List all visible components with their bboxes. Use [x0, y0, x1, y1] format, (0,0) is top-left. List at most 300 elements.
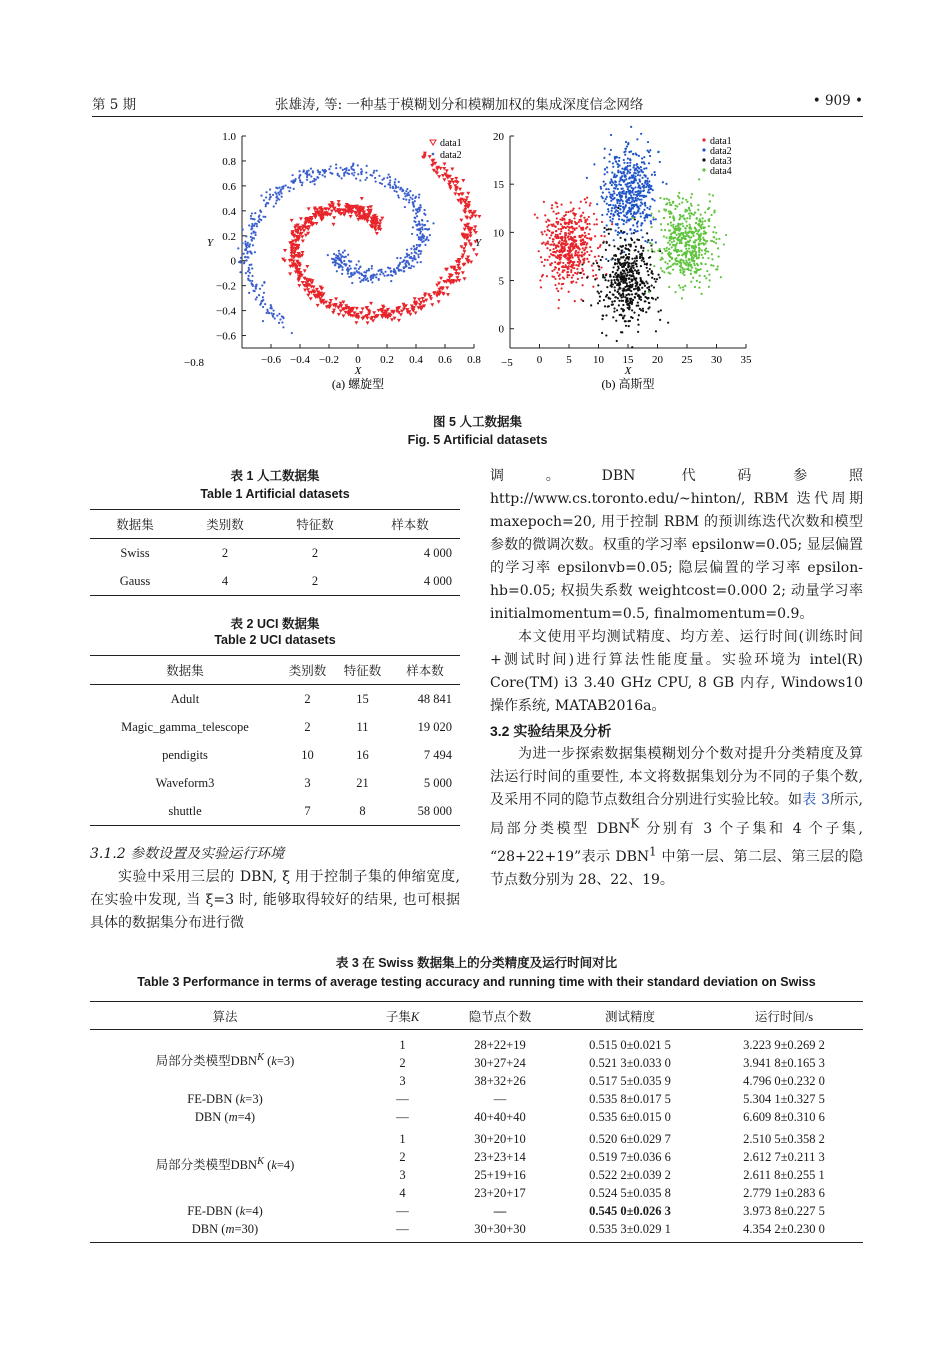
data1-point	[586, 197, 588, 199]
data3-point	[613, 279, 615, 281]
data3-point	[636, 260, 638, 262]
data3-point	[628, 253, 630, 255]
data2-point	[642, 195, 644, 197]
data3-point	[620, 272, 622, 274]
data2-point	[620, 212, 622, 214]
data3-point	[594, 278, 596, 280]
data2-point	[411, 265, 413, 267]
data2-point	[400, 257, 402, 259]
data1-point	[573, 264, 575, 266]
data1-point	[553, 269, 555, 271]
data2-point	[413, 258, 415, 260]
column-header: 样本数	[390, 656, 460, 685]
table-cell: 0.535 3±0.029 1	[555, 1220, 705, 1243]
data4-point	[705, 247, 707, 249]
data2-point	[624, 215, 626, 217]
data1-point	[562, 271, 564, 273]
figure-caption-cn: 图 5 人工数据集	[433, 415, 522, 429]
data2-point	[626, 162, 628, 164]
data3-point	[612, 271, 614, 273]
data1-point	[421, 297, 425, 301]
data2-point	[335, 254, 337, 256]
data1-point	[583, 258, 585, 260]
data2-point	[648, 208, 650, 210]
data2-point	[245, 235, 247, 237]
data3-point	[603, 299, 605, 301]
data2-point	[254, 231, 256, 233]
data2-point	[646, 207, 648, 209]
data1-point	[551, 231, 553, 233]
data1-point	[428, 155, 432, 159]
data4-point	[686, 217, 688, 219]
paragraph-code: 调。DBN 代码参照 http://www.cs.toronto.edu/~hinton/, RBM 迭代周期 maxepoch=20, 用于控制 RBM 的预训练迭代次数和模型参数的微调次数。权重的学习率 epsilonw=0.05; 显层偏置的学习率 epsilonvb=0.05; 隐层偏置的学习率 epsilon-hb=0.05; 权损失系数 weightcost=0.000 2; 动量学习率 initialmomentum=0.5, finalmomentum=0.9。	[490, 468, 863, 622]
data2-point	[350, 267, 352, 269]
y-tick-label: 0.4	[222, 205, 236, 218]
data1-point	[547, 219, 549, 221]
data2-point	[626, 172, 628, 174]
data4-point	[685, 227, 687, 229]
data1-point	[454, 177, 458, 181]
data2-point	[252, 244, 254, 246]
data4-point	[685, 220, 687, 222]
data2-point	[333, 259, 335, 261]
legend-marker-data2	[432, 153, 435, 156]
data2-point	[636, 225, 638, 227]
data1-point	[553, 248, 555, 250]
data2-point	[632, 197, 634, 199]
data2-point	[359, 179, 361, 181]
table-cell: 2	[311, 545, 319, 560]
data3-point	[641, 259, 643, 261]
data2-point	[375, 276, 377, 278]
data4-point	[670, 204, 672, 206]
data4-point	[689, 217, 691, 219]
data1-point	[540, 256, 542, 258]
data2-point	[278, 198, 280, 200]
data2-point	[255, 284, 257, 286]
data2-point	[382, 273, 384, 275]
data3-point	[627, 266, 629, 268]
data1-point	[553, 251, 555, 253]
data2-point	[244, 256, 246, 258]
data4-point	[715, 238, 717, 240]
data1-point	[557, 254, 559, 256]
data2-point	[394, 181, 396, 183]
data1-point	[560, 250, 562, 252]
data2-point	[381, 271, 383, 273]
y-tick-label: 0.6	[222, 180, 236, 193]
data4-point	[682, 289, 684, 291]
data3-point	[604, 279, 606, 281]
table-row	[90, 1030, 863, 1055]
data4-point	[666, 198, 668, 200]
data1-point	[584, 219, 586, 221]
data3-point	[653, 278, 655, 280]
data3-point	[599, 300, 601, 302]
data1-point	[306, 228, 310, 232]
data4-point	[708, 225, 710, 227]
data3-point	[615, 255, 617, 257]
data1-point	[303, 269, 307, 273]
data2-point	[640, 201, 642, 203]
data4-point	[691, 253, 693, 255]
data3-point	[613, 307, 615, 309]
data3-point	[607, 260, 609, 262]
data2-point	[261, 284, 263, 286]
data3-point	[613, 310, 615, 312]
data1-point	[390, 318, 394, 322]
data2-point	[363, 271, 365, 273]
data2-point	[371, 281, 373, 283]
x-tick-label: 0.2	[380, 354, 394, 366]
data3-point	[630, 316, 632, 318]
table-cell: 3	[304, 775, 311, 790]
data4-point	[702, 221, 704, 223]
data2-point	[639, 174, 641, 176]
left-column-text	[90, 843, 460, 935]
data1-point	[342, 213, 346, 217]
data3-point	[624, 239, 626, 241]
data4-point	[652, 216, 654, 218]
data2-point	[243, 262, 245, 264]
data3-point	[643, 260, 645, 262]
data2-point	[603, 200, 605, 202]
data1-point	[417, 298, 421, 302]
data1-point	[558, 299, 560, 301]
data3-point	[641, 252, 643, 254]
data1-point	[589, 228, 591, 230]
data2-point	[638, 184, 640, 186]
data1-point	[575, 281, 577, 283]
data4-point	[681, 238, 683, 240]
data2-point	[623, 223, 625, 225]
data1-point	[582, 270, 584, 272]
data3-point	[620, 256, 622, 258]
data2-point	[366, 165, 368, 167]
data2-point	[249, 264, 251, 266]
data2-point	[372, 277, 374, 279]
table-cell: 4	[399, 1185, 406, 1200]
data1-point	[590, 250, 592, 252]
data1-point	[593, 223, 595, 225]
data4-point	[675, 228, 677, 230]
data2-point	[254, 234, 256, 236]
legend-marker-data2	[702, 148, 705, 151]
data3-point	[619, 314, 621, 316]
data3-point	[611, 304, 613, 306]
data3-point	[618, 288, 620, 290]
data1-point	[439, 277, 443, 281]
data2-point	[258, 294, 260, 296]
data1-point	[442, 293, 446, 297]
data1-point	[568, 229, 570, 231]
data2-point	[242, 228, 244, 230]
data1-point	[560, 223, 562, 225]
table-cell: 3.941 8±0.165 3	[743, 1055, 825, 1070]
data2-point	[625, 196, 627, 198]
data1-point	[330, 209, 334, 213]
data2-point	[613, 190, 615, 192]
data2-point	[632, 215, 634, 217]
table-cell: 30+20+10	[474, 1131, 526, 1146]
data2-point	[614, 180, 616, 182]
data2-point	[418, 194, 420, 196]
data2-point	[319, 173, 321, 175]
data3-point	[633, 241, 635, 243]
data1-point	[560, 237, 562, 239]
data4-point	[714, 226, 716, 228]
data3-point	[646, 263, 648, 265]
data2-point	[424, 214, 426, 216]
data2-point	[653, 199, 655, 201]
data1-point	[313, 216, 317, 220]
x-axis-label: X	[354, 365, 362, 377]
table-cell: 5.304 1±0.327 5	[743, 1091, 825, 1106]
data1-point	[565, 214, 567, 216]
data3-point	[604, 277, 606, 279]
data2-point	[628, 199, 630, 201]
data2-point	[639, 212, 641, 214]
data2-point	[621, 175, 623, 177]
data1-point	[463, 228, 467, 232]
table-row	[90, 797, 460, 826]
data3-point	[618, 293, 620, 295]
data4-point	[660, 229, 662, 231]
data1-point	[580, 219, 582, 221]
data2-point	[365, 275, 367, 277]
data1-point	[303, 288, 307, 292]
data1-point	[563, 218, 565, 220]
data3-point	[601, 318, 603, 320]
data2-point	[631, 174, 633, 176]
data2-point	[633, 193, 635, 195]
data2-point	[259, 304, 261, 306]
data3-point	[607, 296, 609, 298]
data1-point	[582, 234, 584, 236]
data2-point	[626, 145, 628, 147]
data2-point	[239, 271, 241, 273]
data2-point	[280, 189, 282, 191]
data2-point	[617, 188, 619, 190]
data1-point	[548, 224, 550, 226]
data2-point	[330, 165, 332, 167]
data2-point	[332, 261, 334, 263]
data2-point	[631, 191, 633, 193]
data3-point	[620, 314, 622, 316]
data2-point	[429, 234, 431, 236]
data2-point	[290, 180, 292, 182]
data1-point	[541, 243, 543, 245]
x-tick-label: −0.4	[290, 354, 310, 366]
data4-point	[685, 232, 687, 234]
data2-point	[254, 251, 256, 253]
data3-point	[610, 285, 612, 287]
data3-point	[631, 265, 633, 267]
data3-point	[608, 305, 610, 307]
data2-point	[269, 194, 271, 196]
table-cell: 2	[399, 1149, 406, 1164]
data2-point	[378, 175, 380, 177]
data1-point	[445, 169, 449, 173]
y-tick-label: 10	[493, 227, 504, 240]
data2-point	[301, 182, 303, 184]
data3-point	[642, 282, 644, 284]
data4-point	[670, 211, 672, 213]
data4-point	[685, 238, 687, 240]
data2-point	[627, 158, 629, 160]
data4-point	[696, 233, 698, 235]
data2-point	[337, 174, 339, 176]
data2-point	[646, 150, 648, 152]
data4-point	[672, 269, 674, 271]
table-cell: 8	[335, 797, 390, 826]
data2-point	[632, 166, 634, 168]
data3-point	[617, 207, 619, 209]
data1-point	[557, 307, 559, 309]
data4-point	[660, 223, 662, 225]
header-rule	[92, 116, 863, 117]
data1-point	[552, 254, 554, 256]
data4-point	[690, 203, 692, 205]
data2-point	[378, 279, 380, 281]
data3-point	[622, 273, 624, 275]
data2-point	[383, 275, 385, 277]
data3-point	[602, 315, 604, 317]
data3-point	[625, 257, 627, 259]
data1-point	[463, 211, 467, 215]
table-cell: 58 000	[390, 797, 460, 826]
data1-point	[430, 303, 434, 307]
data4-point	[694, 228, 696, 230]
table-cell: 0.535 8±0.017 5	[589, 1091, 671, 1106]
data4-point	[669, 216, 671, 218]
data4-point	[698, 243, 700, 245]
table2-caption-cn: 表 2 UCI 数据集	[230, 617, 320, 631]
figure-caption-en: Fig. 5 Artificial datasets	[407, 433, 548, 447]
data2-point	[403, 267, 405, 269]
data2-point	[629, 165, 631, 167]
data1-point	[580, 298, 582, 300]
data4-point	[699, 218, 701, 220]
data1-point	[565, 211, 567, 213]
data1-point	[461, 271, 465, 275]
data2-point	[636, 166, 638, 168]
data3-point	[649, 268, 651, 270]
data1-point	[588, 223, 590, 225]
data2-point	[276, 195, 278, 197]
column-header: 数据集	[90, 510, 180, 539]
table-row	[90, 1220, 863, 1243]
column-header: 子集K	[360, 1002, 445, 1030]
data3-point	[615, 275, 617, 277]
data4-point	[707, 208, 709, 210]
data2-point	[340, 254, 342, 256]
data2-point	[622, 203, 624, 205]
data2-point	[371, 265, 373, 267]
data2-point	[299, 179, 301, 181]
data1-point	[556, 206, 558, 208]
data1-point	[339, 310, 343, 314]
data3-point	[614, 259, 616, 261]
data2-point	[314, 183, 316, 185]
data4-point	[686, 268, 688, 270]
data2-point	[610, 213, 612, 215]
data3-point	[614, 281, 616, 283]
legend-marker-data1	[430, 140, 436, 145]
data3-point	[617, 247, 619, 249]
data2-point	[616, 202, 618, 204]
data4-point	[669, 243, 671, 245]
data2-point	[634, 197, 636, 199]
data4-point	[673, 217, 675, 219]
data1-point	[306, 294, 310, 298]
data3-point	[618, 300, 620, 302]
data4-point	[682, 237, 684, 239]
data1-point	[563, 266, 565, 268]
data2-point	[306, 170, 308, 172]
data4-point	[689, 239, 691, 241]
data2-point	[617, 213, 619, 215]
data2-point	[276, 187, 278, 189]
table-row	[90, 539, 460, 568]
data2-point	[341, 269, 343, 271]
data1-point	[556, 272, 558, 274]
data3-point	[642, 257, 644, 259]
data3-point	[639, 283, 641, 285]
data1-point	[558, 228, 560, 230]
data2-point	[360, 168, 362, 170]
data1-point	[550, 234, 552, 236]
data2-point	[612, 218, 614, 220]
data2-point	[299, 181, 301, 183]
data2-point	[410, 267, 412, 269]
data2-point	[630, 194, 632, 196]
data2-point	[295, 178, 297, 180]
data2-point	[410, 196, 412, 198]
table-cell: 2.510 5±0.358 2	[743, 1131, 825, 1146]
table3-link[interactable]: 表 3	[802, 792, 830, 808]
data4-point	[689, 209, 691, 211]
data2-point	[628, 177, 630, 179]
data2-point	[246, 244, 248, 246]
data4-point	[694, 286, 696, 288]
data3-point	[630, 237, 632, 239]
data2-point	[408, 263, 410, 265]
data4-point	[676, 263, 678, 265]
data2-point	[401, 190, 403, 192]
data1-point	[557, 236, 559, 238]
data2-point	[368, 268, 370, 270]
data2-point	[650, 188, 652, 190]
data1-point	[573, 241, 575, 243]
table-cell: 2	[304, 691, 311, 706]
data2-point	[328, 168, 330, 170]
data1-point	[544, 230, 546, 232]
data1-point	[534, 213, 536, 215]
data4-point	[698, 225, 700, 227]
data2-point	[614, 183, 616, 185]
data1-point	[570, 236, 572, 238]
data1-point	[573, 236, 575, 238]
data2-point	[639, 205, 641, 207]
data4-point	[667, 223, 669, 225]
data4-point	[664, 261, 666, 263]
x-axis-label: X	[624, 365, 632, 377]
data4-point	[688, 224, 690, 226]
subfigure-label: (b) 高斯型	[601, 377, 655, 391]
data3-point	[628, 249, 630, 251]
data2-point	[393, 268, 395, 270]
